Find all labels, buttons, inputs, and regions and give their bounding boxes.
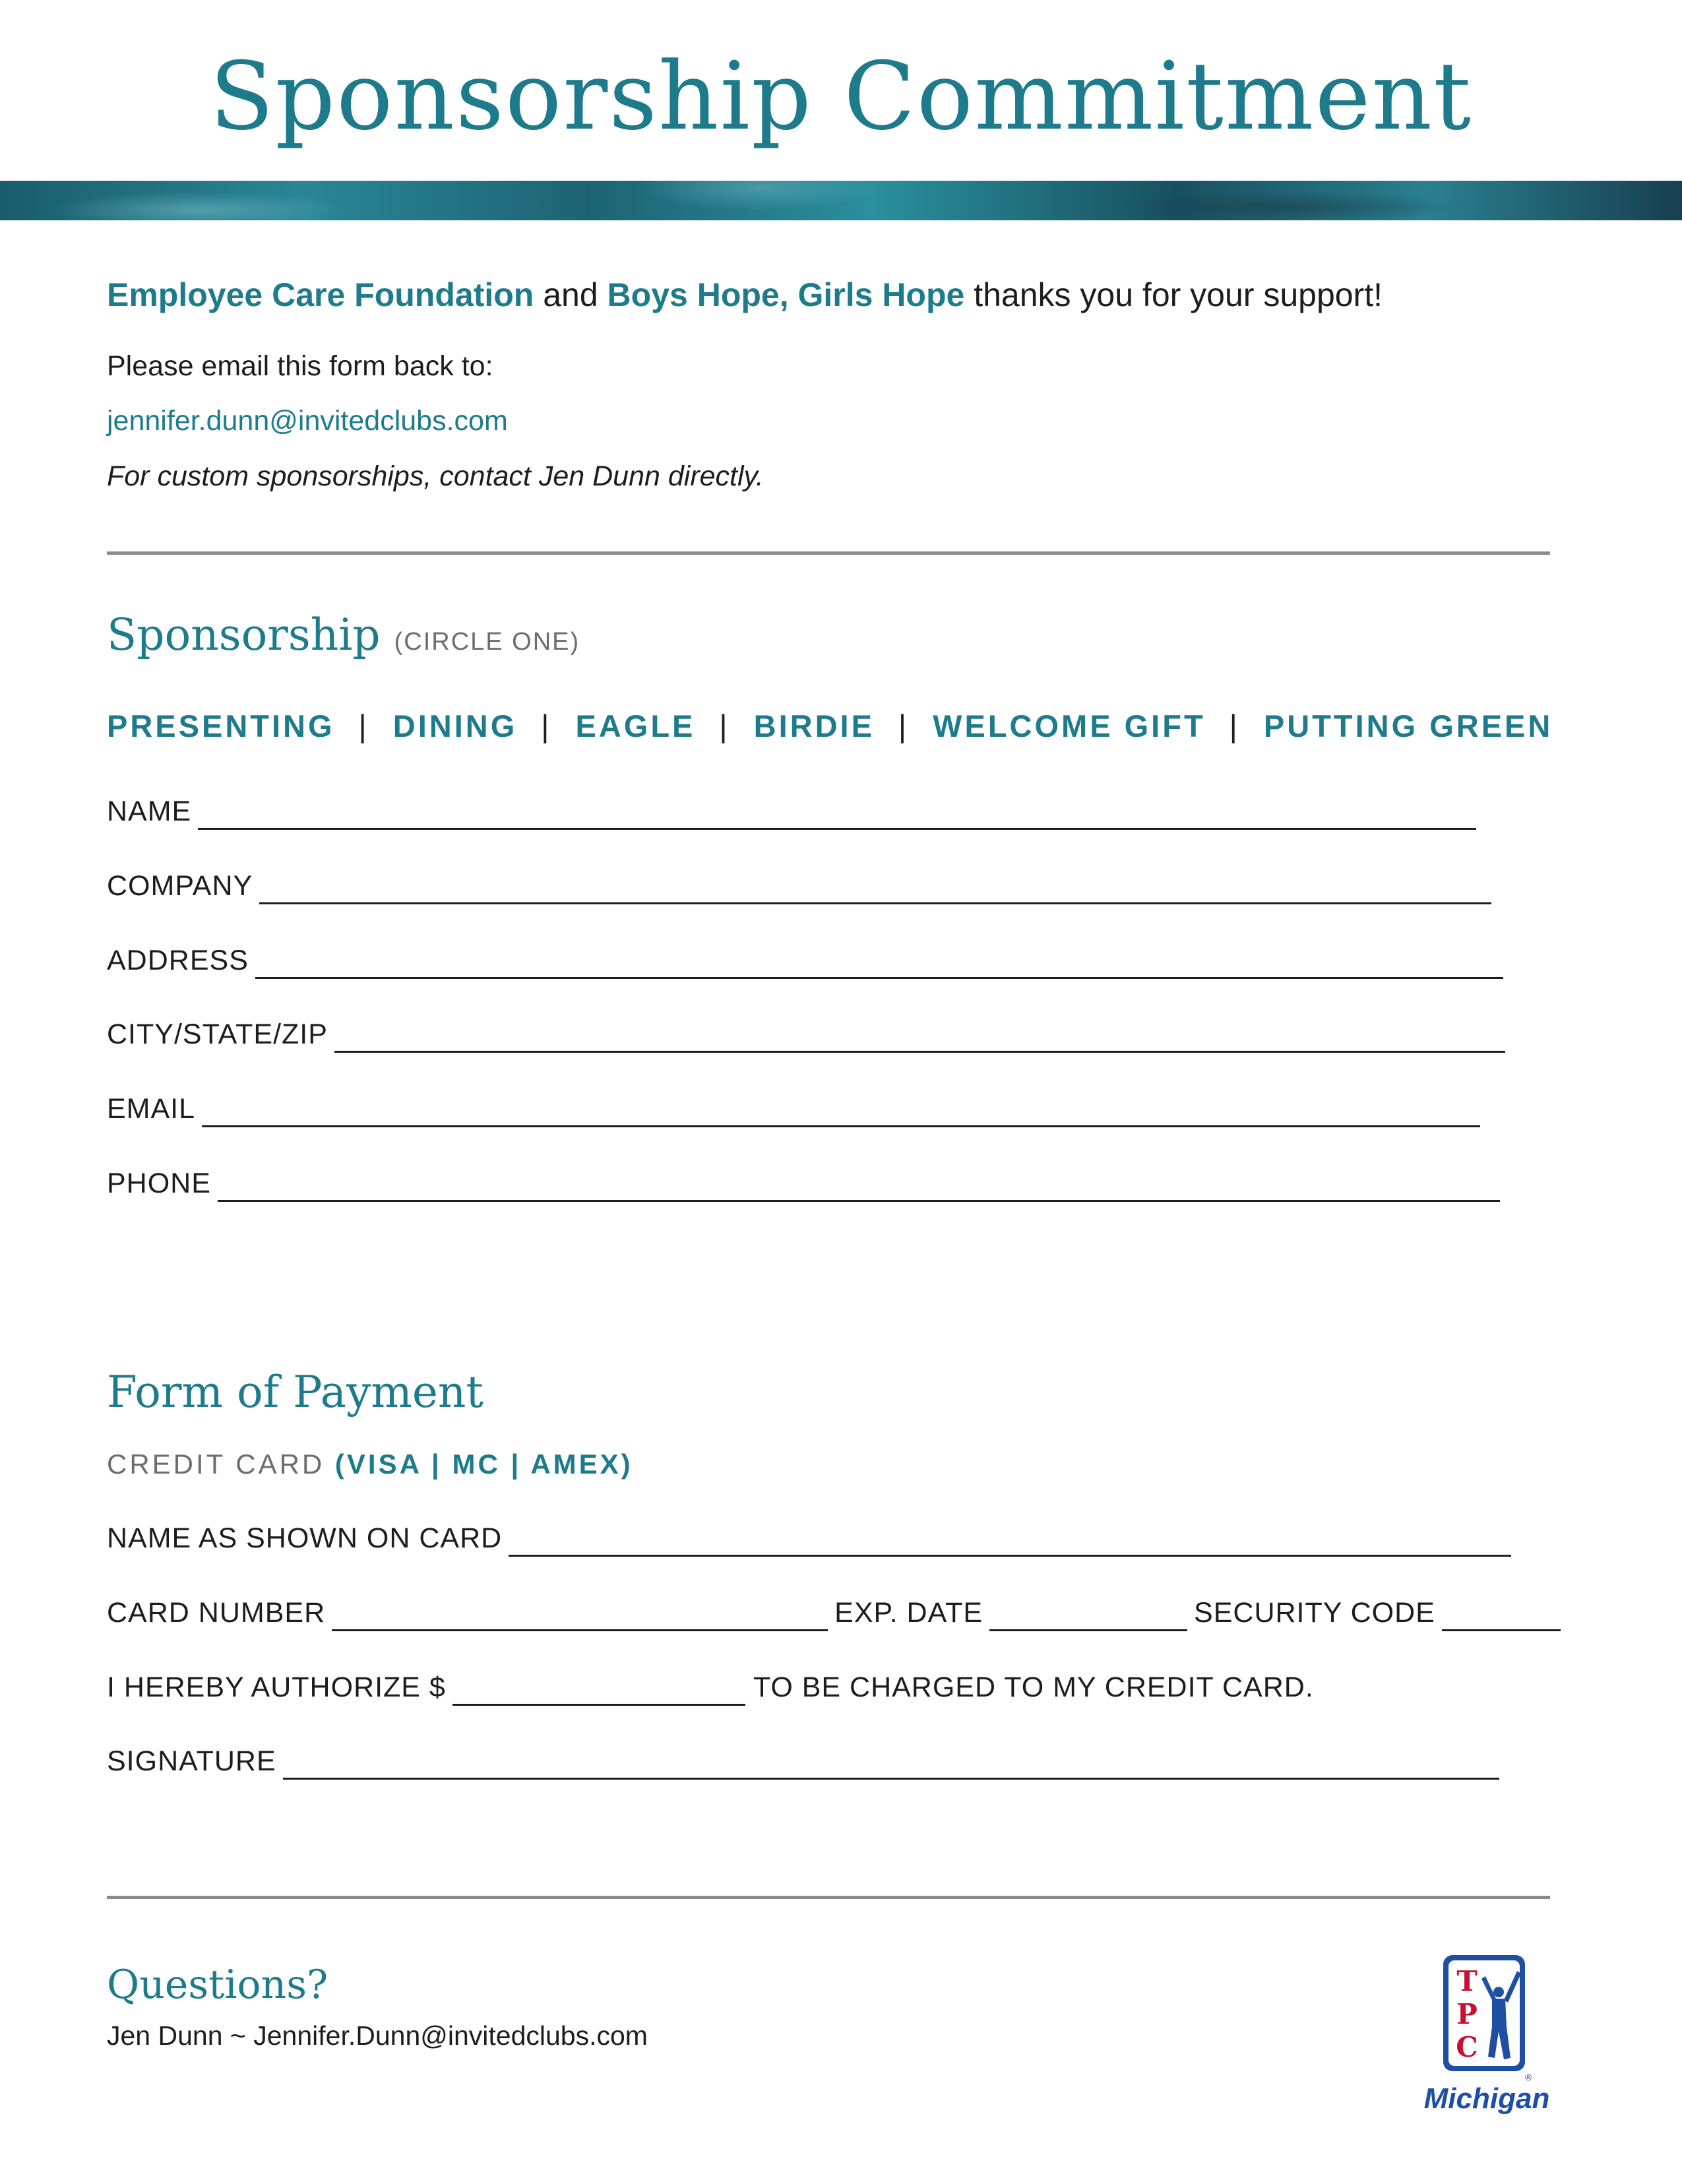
- phone-field: [107, 1165, 1500, 1202]
- phone-input[interactable]: [218, 1171, 1500, 1202]
- credit-card-line: [107, 1445, 633, 1484]
- address-field: [107, 942, 1503, 979]
- address-input[interactable]: [255, 948, 1503, 979]
- option-eagle[interactable]: EAGLE: [575, 708, 696, 743]
- option-dining[interactable]: DINING: [392, 708, 518, 743]
- authorize-field: [107, 1669, 1321, 1706]
- email-link[interactable]: jennifer.dunn@invitedclubs.com: [107, 405, 508, 437]
- header-banner: [0, 181, 1682, 220]
- authorize-amount-input[interactable]: [452, 1675, 745, 1706]
- name-on-card-label: NAME AS SHOWN ON CARD: [107, 1522, 503, 1554]
- divider: [107, 1896, 1550, 1899]
- email-instruction: Please email this form back to:: [107, 350, 493, 382]
- page-title: Sponsorship Commitment: [209, 42, 1473, 151]
- name-on-card-field: [107, 1520, 1511, 1557]
- email-input[interactable]: [202, 1096, 1480, 1127]
- sponsorship-heading-text: Sponsorship: [107, 609, 381, 660]
- card-number-input[interactable]: [332, 1600, 828, 1631]
- security-code-input[interactable]: [1442, 1600, 1561, 1631]
- signature-input[interactable]: [283, 1749, 1499, 1780]
- credit-card-label: CREDIT CARD: [107, 1449, 325, 1480]
- tpc-michigan-logo: [1418, 1952, 1557, 2117]
- exp-date-label: EXP. DATE: [834, 1597, 983, 1629]
- signature-field: [107, 1743, 1499, 1780]
- logo-letter-t: T: [1456, 1965, 1478, 1997]
- sponsorship-options: [107, 704, 1553, 748]
- card-number-label: CARD NUMBER: [107, 1597, 326, 1629]
- name-on-card-input[interactable]: [509, 1526, 1511, 1557]
- name-input[interactable]: [198, 799, 1476, 830]
- divider: [107, 551, 1550, 555]
- registered-mark: ®: [1525, 2072, 1532, 2082]
- option-birdie[interactable]: BIRDIE: [753, 708, 875, 743]
- address-label: ADDRESS: [107, 945, 249, 976]
- signature-label: SIGNATURE: [107, 1745, 276, 1777]
- logo-letter-p: P: [1456, 1998, 1478, 2030]
- card-types: (VISA | MC | AMEX): [334, 1449, 633, 1480]
- city-state-zip-label: CITY/STATE/ZIP: [107, 1018, 328, 1050]
- logo-letter-c: C: [1456, 2031, 1478, 2063]
- authorize-prefix: I HEREBY AUTHORIZE $: [107, 1671, 446, 1703]
- card-details-field: [107, 1594, 1561, 1631]
- authorize-suffix: TO BE CHARGED TO MY CREDIT CARD.: [753, 1671, 1314, 1703]
- org-employee-care: Employee Care Foundation: [107, 276, 534, 313]
- thanks-text: thanks you for your support!: [964, 276, 1383, 313]
- circle-one-note: (CIRCLE ONE): [394, 628, 580, 656]
- company-input[interactable]: [259, 873, 1491, 904]
- phone-label: PHONE: [107, 1168, 211, 1199]
- email-label: EMAIL: [107, 1093, 196, 1125]
- exp-date-input[interactable]: [989, 1600, 1187, 1631]
- option-welcome-gift[interactable]: WELCOME GIFT: [933, 708, 1206, 743]
- option-separator: |: [541, 708, 552, 743]
- option-separator: |: [719, 708, 730, 743]
- option-separator: |: [898, 708, 910, 743]
- security-code-label: SECURITY CODE: [1194, 1597, 1435, 1629]
- company-label: COMPANY: [107, 870, 253, 902]
- questions-contact: Jen Dunn ~ Jennifer.Dunn@invitedclubs.com: [107, 2020, 648, 2051]
- option-presenting[interactable]: PRESENTING: [107, 708, 335, 743]
- logo-location: Michigan: [1423, 2082, 1550, 2115]
- questions-heading: Questions?: [107, 1962, 328, 2008]
- org-boys-hope: Boys Hope, Girls Hope: [607, 276, 965, 313]
- tpc-shield-icon: [1418, 1952, 1557, 2117]
- thanks-line: [107, 272, 1383, 318]
- option-putting-green[interactable]: PUTTING GREEN: [1263, 708, 1553, 743]
- name-label: NAME: [107, 796, 192, 827]
- city-state-zip-input[interactable]: [334, 1022, 1505, 1053]
- option-separator: |: [1229, 708, 1240, 743]
- company-field: [107, 867, 1491, 904]
- option-separator: |: [358, 708, 369, 743]
- name-field: [107, 793, 1476, 830]
- city-state-zip-field: [107, 1016, 1505, 1053]
- sponsorship-heading: [107, 606, 580, 671]
- payment-heading: Form of Payment: [107, 1367, 483, 1418]
- email-field: [107, 1090, 1480, 1127]
- and-text: and: [534, 276, 607, 313]
- custom-sponsorship-note: For custom sponsorships, contact Jen Dunn directly.: [107, 460, 764, 492]
